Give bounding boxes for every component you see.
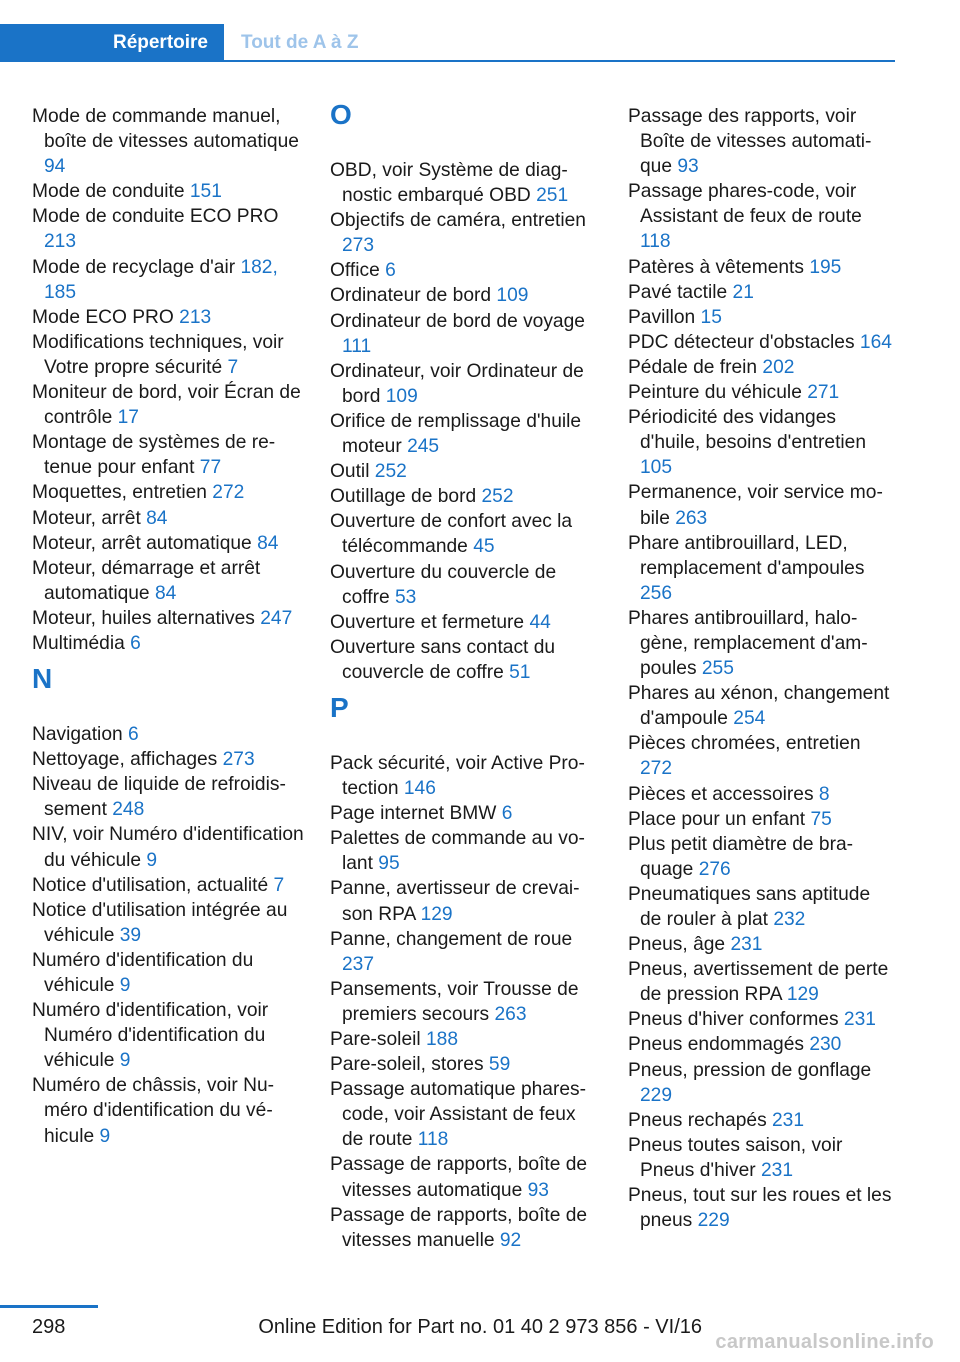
index-column-3 — [628, 104, 896, 1233]
index-entry — [330, 309, 602, 359]
index-entry — [628, 832, 896, 882]
index-entry — [32, 998, 304, 1073]
page-link[interactable]: 44 — [529, 611, 551, 633]
index-entry — [330, 826, 602, 876]
page-link[interactable]: 252 — [481, 486, 514, 508]
page-link[interactable]: 9 — [119, 1050, 131, 1072]
entry-text: PDC détecteur d'obstacles — [628, 331, 855, 353]
page-link[interactable]: 6 — [128, 724, 139, 746]
entry-text: Navigation — [32, 724, 123, 746]
page-link[interactable]: 9 — [119, 975, 131, 996]
entry-text: Périodicité des vidanges d'huile, besoins d'entretien — [628, 407, 867, 454]
entry-text: Pare-soleil, stores — [330, 1054, 484, 1076]
page-link[interactable]: 151 — [189, 181, 222, 203]
section-letter: O — [330, 99, 352, 130]
page-link[interactable]: 273 — [342, 235, 375, 257]
entry-text: Phare antibrouillard, LED, remplacement d'ampoules — [628, 532, 865, 579]
entry-text: Passage automatique phares-code, voir Assistant de feux de route — [330, 1079, 586, 1151]
index-entry — [32, 822, 304, 872]
index-entry — [32, 631, 304, 656]
entry-text: Pièces et accessoires — [628, 783, 814, 805]
index-entry — [628, 380, 896, 405]
entry-text: Ordinateur, voir Ordinateur de bord — [330, 360, 584, 407]
page-link[interactable]: 77 — [199, 457, 222, 479]
entry-text: Pièces chromées, entretien — [628, 733, 861, 755]
entry-text: Mode de commande manuel, boîte de vitesses automatique — [32, 106, 299, 153]
entry-text: Numéro d'identification du véhicule — [32, 949, 254, 996]
page-link[interactable]: 237 — [342, 953, 375, 975]
entry-text: Moteur, huiles alternatives — [32, 607, 255, 629]
page-link[interactable]: 94 — [44, 156, 66, 178]
page-link[interactable]: 6 — [130, 632, 141, 654]
entry-text: Pneus, avertissement de perte de pression RPA — [628, 959, 889, 1006]
entry-text: Pare-soleil — [330, 1029, 421, 1050]
index-column-2 — [330, 99, 602, 1253]
page-link[interactable]: 109 — [496, 285, 529, 307]
index-column-1 — [32, 104, 304, 1149]
tab-repertoire[interactable]: Répertoire — [0, 24, 224, 62]
entry-text: Numéro d'identification, voir Numéro d'identification du véhicule — [32, 1000, 269, 1072]
index-entry — [330, 1203, 602, 1253]
page-link[interactable]: 17 — [117, 407, 139, 429]
index-entry — [330, 258, 602, 283]
index-entry — [32, 722, 304, 747]
page-number: 298 — [32, 1316, 66, 1338]
page-link[interactable]: 15 — [700, 306, 722, 328]
index-entry — [628, 355, 896, 380]
index-entry — [330, 560, 602, 610]
index-entry — [628, 531, 896, 606]
entry-text: Pneus, tout sur les roues et les pneus — [628, 1185, 892, 1232]
index-entry — [330, 1052, 602, 1077]
page-link[interactable]: 9 — [99, 1125, 111, 1147]
header-rule — [0, 60, 895, 62]
index-entry — [628, 104, 896, 179]
entry-text: Pneus endommagés — [628, 1034, 804, 1056]
page-link[interactable]: 84 — [154, 582, 177, 604]
entry-text: Panne, changement de roue — [330, 928, 573, 950]
page-link[interactable]: 84 — [257, 532, 279, 554]
page-link[interactable]: 51 — [509, 661, 531, 683]
page-link[interactable]: 247 — [260, 607, 293, 629]
entry-text: Peinture du véhicule — [628, 382, 802, 404]
index-entry — [330, 509, 602, 559]
section-letter: P — [330, 691, 349, 723]
entry-text: Orifice de remplissage d'huile moteur — [330, 410, 582, 458]
page-link[interactable]: 6 — [385, 260, 396, 282]
tab-tout-de-a-a-z[interactable]: Tout de A à Z — [241, 32, 359, 53]
entry-text: Plus petit diamètre de braquage — [628, 833, 854, 880]
index-entry — [628, 330, 896, 355]
entry-text: Moteur, arrêt — [32, 507, 141, 529]
index-entry — [330, 977, 602, 1027]
index-entry — [330, 208, 602, 258]
entry-text: Ordinateur de bord — [330, 285, 492, 307]
section-letter: N — [32, 663, 53, 695]
entry-text: Pneus, pression de gonflage — [628, 1059, 872, 1081]
index-entry — [32, 506, 304, 531]
entry-text: Passage de rapports, boîte de vitesses automatique — [330, 1154, 588, 1201]
entry-text: Multimédia — [32, 632, 125, 654]
page-link[interactable]: 231 — [730, 934, 763, 956]
page-link[interactable]: 182, 185 — [44, 256, 278, 303]
watermark: carmanualsonline.info — [715, 1331, 934, 1353]
entry-text: Notice d'utilisation intégrée au véhicule — [32, 899, 288, 946]
index-entry — [32, 556, 304, 606]
footer-rule — [0, 1305, 98, 1308]
entry-text: Moniteur de bord, voir Écran de contrôle — [32, 382, 301, 429]
index-entry — [330, 484, 602, 509]
index-entry — [628, 932, 896, 957]
index-entry — [628, 179, 896, 254]
page-link[interactable]: 53 — [394, 586, 417, 608]
index-entry — [32, 873, 304, 898]
index-entry — [330, 1077, 602, 1152]
entry-text: Palettes de commande au volant — [330, 828, 585, 875]
page-link[interactable]: 255 — [701, 658, 734, 680]
index-entry — [628, 882, 896, 932]
page-link[interactable]: 75 — [810, 808, 832, 830]
page-link[interactable]: 202 — [762, 356, 795, 378]
index-entry — [32, 480, 304, 505]
entry-text: Passage des rapports, voir Boîte de vitesses automatique — [628, 106, 872, 178]
entry-text: Permanence, voir service mobile — [628, 482, 883, 529]
index-entry — [32, 531, 304, 556]
index-entry — [330, 927, 602, 977]
edition-note: Online Edition for Part no. 01 40 2 973 856 - VI/16 — [258, 1316, 702, 1338]
page-link[interactable]: 8 — [818, 783, 830, 805]
entry-text: Ouverture de confort avec la télécommande — [330, 511, 573, 558]
page-link[interactable]: 251 — [536, 185, 569, 207]
page-link[interactable]: 164 — [859, 331, 892, 353]
entry-text: Mode de conduite ECO PRO — [32, 206, 279, 228]
index-entry — [330, 751, 602, 801]
index-entry — [32, 606, 304, 631]
index-entry — [628, 305, 896, 330]
index-entry — [32, 898, 304, 948]
index-entry — [330, 610, 602, 635]
index-entry — [32, 104, 304, 179]
page-link[interactable]: 248 — [112, 799, 145, 821]
entry-text: Pneus toutes saison, voir Pneus d'hiver — [628, 1134, 843, 1181]
entry-text: Pneus, âge — [628, 934, 726, 956]
index-entry — [330, 801, 602, 826]
entry-text: Mode de conduite — [32, 181, 185, 203]
entry-text: Panne, avertisseur de crevaison RPA — [330, 878, 580, 925]
index-entry — [330, 158, 602, 208]
index-entry — [628, 255, 896, 280]
entry-text: Ouverture du couvercle de coffre — [330, 561, 557, 608]
index-entry — [628, 807, 896, 832]
entry-text: Phares au xénon, changement d'ampoule — [628, 683, 890, 730]
page-link[interactable]: 231 — [772, 1109, 805, 1131]
entry-text: Ordinateur de bord de voyage — [330, 310, 585, 332]
page-link[interactable]: 213 — [44, 231, 77, 253]
page-link[interactable]: 84 — [146, 507, 168, 529]
entry-text: Pneus d'hiver conformes — [628, 1009, 839, 1031]
index-entry — [628, 480, 896, 530]
page-link[interactable]: 129 — [420, 903, 453, 925]
page-link[interactable]: 129 — [786, 984, 819, 1006]
page-link[interactable]: 93 — [677, 156, 699, 178]
index-entry — [330, 1027, 602, 1052]
page-link[interactable]: 229 — [640, 1084, 673, 1106]
page-link[interactable]: 109 — [385, 385, 418, 407]
page-link[interactable]: 7 — [273, 874, 285, 896]
entry-text: Passage phares-code, voir Assistant de feux de route — [628, 181, 862, 228]
index-entry — [32, 330, 304, 380]
index-entry — [628, 782, 896, 807]
index-entry — [330, 876, 602, 926]
page-link[interactable]: 272 — [640, 758, 673, 780]
page-link[interactable]: 21 — [732, 281, 754, 303]
page-link[interactable]: 273 — [222, 749, 255, 771]
page-link[interactable]: 7 — [227, 356, 239, 378]
entry-text: Office — [330, 260, 380, 282]
entry-text: Objectifs de caméra, entretien — [330, 210, 586, 232]
page-link[interactable]: 245 — [407, 436, 440, 458]
index-entry — [628, 405, 896, 480]
entry-text: Place pour un enfant — [628, 808, 806, 830]
page-link[interactable]: 45 — [473, 536, 495, 558]
index-entry — [628, 1133, 896, 1183]
page-link[interactable]: 9 — [146, 849, 158, 871]
index-entry — [32, 179, 304, 204]
page-link[interactable]: 6 — [501, 803, 513, 825]
entry-text: Ouverture et fermeture — [330, 611, 525, 633]
index-entry — [628, 606, 896, 681]
entry-text: Pavé tactile — [628, 281, 728, 303]
entry-text: Mode ECO PRO — [32, 306, 174, 328]
entry-text: Patères à vêtements — [628, 256, 804, 278]
index-entry — [628, 1183, 896, 1233]
index-entry — [628, 1058, 896, 1108]
page-link[interactable]: 188 — [426, 1029, 459, 1050]
page-link[interactable]: 118 — [640, 231, 671, 253]
page-link[interactable]: 231 — [761, 1159, 794, 1181]
index-entry — [32, 380, 304, 430]
entry-text: Notice d'utilisation, actualité — [32, 874, 269, 896]
page-link[interactable]: 256 — [640, 582, 673, 604]
index-entry — [32, 772, 304, 822]
entry-text: Outillage de bord — [330, 486, 477, 508]
page-link[interactable]: 229 — [697, 1210, 730, 1232]
page-link[interactable]: 213 — [179, 306, 212, 328]
page-link[interactable]: 92 — [499, 1229, 522, 1251]
index-entry — [32, 430, 304, 480]
index-entry — [330, 459, 602, 484]
index-entry — [32, 204, 304, 254]
entry-text: Pneumatiques sans aptitude de rouler à plat — [628, 883, 871, 930]
page-link[interactable]: 93 — [527, 1179, 549, 1201]
entry-text: Pavillon — [628, 306, 696, 328]
entry-text: Pneus rechapés — [628, 1109, 767, 1131]
entry-text: Moteur, démarrage et arrêt automatique — [32, 557, 261, 604]
index-entry — [330, 283, 602, 308]
entry-text: OBD, voir Système de diagnostic embarqué OBD — [330, 160, 568, 207]
entry-text: Outil — [330, 461, 370, 483]
entry-text: NIV, voir Numéro d'identification du véhicule — [32, 824, 304, 871]
page-link[interactable]: 118 — [417, 1129, 449, 1151]
page-link[interactable]: 252 — [374, 461, 407, 483]
index-entry — [628, 1108, 896, 1133]
page-link[interactable]: 271 — [807, 382, 840, 404]
page-link[interactable]: 95 — [378, 853, 400, 875]
entry-text: Numéro de châssis, voir Numéro d'identification du véhicule — [32, 1075, 275, 1147]
page-link[interactable]: 231 — [843, 1009, 876, 1031]
index-entry — [628, 280, 896, 305]
entry-text: Moteur, arrêt automatique — [32, 532, 252, 554]
index-entry — [628, 681, 896, 731]
page-link[interactable]: 263 — [675, 507, 708, 529]
page-link[interactable]: 111 — [342, 335, 372, 357]
index-entry — [628, 731, 896, 781]
index-entry — [32, 747, 304, 772]
page-link[interactable]: 276 — [698, 858, 731, 880]
entry-text: Pansements, voir Trousse de premiers secours — [330, 978, 579, 1025]
index-entry — [330, 409, 602, 459]
page-link[interactable]: 105 — [640, 457, 673, 479]
page-link[interactable]: 146 — [403, 778, 436, 800]
index-entry — [628, 1032, 896, 1057]
entry-text: Pédale de frein — [628, 356, 758, 378]
index-entry — [32, 305, 304, 330]
entry-text: Modifications techniques, voir Votre propre sécurité — [32, 331, 284, 378]
header-tabbar — [0, 24, 895, 62]
index-entry — [628, 1007, 896, 1032]
entry-text: Pack sécurité, voir Active Protection — [330, 752, 585, 800]
index-entry — [628, 957, 896, 1007]
entry-text: Mode de recyclage d'air — [32, 256, 236, 278]
page-link[interactable]: 195 — [809, 256, 842, 278]
entry-text: Page internet BMW — [330, 803, 497, 825]
page-link[interactable]: 254 — [733, 708, 766, 730]
index-entry — [330, 359, 602, 409]
entry-text: Passage de rapports, boîte de vitesses manuelle — [330, 1204, 588, 1251]
entry-text: Niveau de liquide de refroidissement — [32, 774, 286, 821]
entry-text: Nettoyage, affichages — [32, 749, 218, 771]
page-link[interactable]: 39 — [119, 924, 142, 946]
index-entry — [32, 1073, 304, 1148]
index-entry — [330, 635, 602, 685]
entry-text: Moquettes, entretien — [32, 482, 207, 504]
entry-text: Phares antibrouillard, halogène, remplacement d'ampoules — [628, 607, 868, 680]
index-entry — [32, 255, 304, 305]
page-link[interactable]: 59 — [488, 1054, 511, 1076]
entry-text: Ouverture sans contact du couvercle de coffre — [330, 636, 556, 683]
entry-text: Montage de systèmes de retenue pour enfant — [32, 432, 276, 479]
page-link[interactable]: 272 — [212, 482, 245, 504]
page-link[interactable]: 232 — [773, 909, 806, 930]
page-link[interactable]: 263 — [494, 1003, 527, 1025]
index-entry — [330, 1152, 602, 1202]
page-link[interactable]: 230 — [809, 1034, 842, 1056]
index-entry — [32, 948, 304, 998]
